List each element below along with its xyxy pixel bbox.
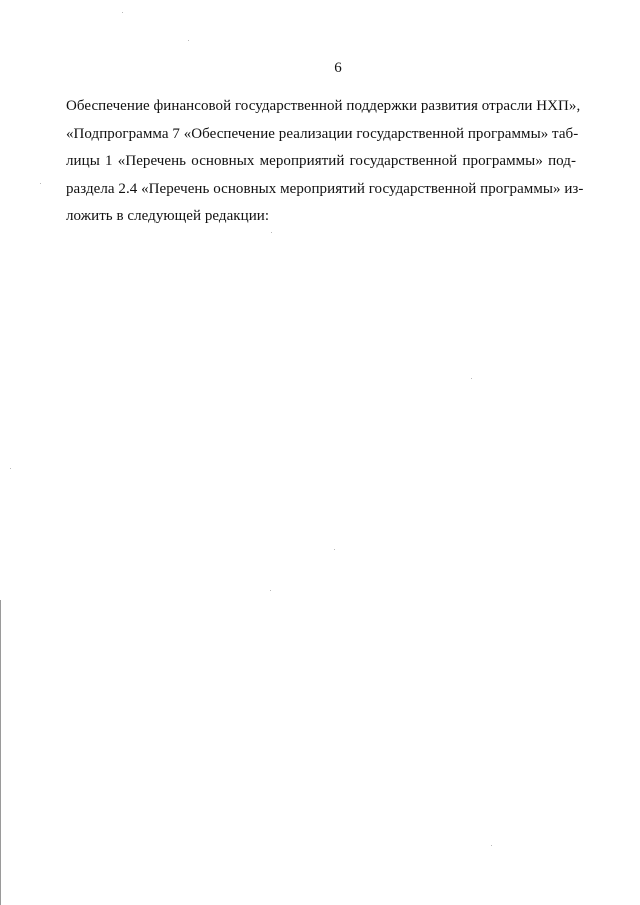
page-number: 6 [334, 60, 342, 76]
paragraph-line-2: «Подпрограмма 7 «Обеспечение реализации государственной программы» таб- [66, 125, 579, 142]
scan-speck [10, 468, 11, 469]
scan-speck [471, 378, 472, 379]
scan-edge-mark [0, 600, 1, 905]
scan-speck [270, 590, 271, 591]
scan-speck [271, 232, 272, 233]
scan-speck [188, 40, 189, 41]
paragraph-line-3: лицы 1 «Перечень основных мероприятий государственной программы» под- [66, 153, 576, 169]
scan-speck [334, 549, 335, 550]
scan-speck [491, 845, 492, 846]
scan-speck [40, 183, 41, 184]
paragraph-line-5: ложить в следующей редакции: [66, 208, 270, 224]
paragraph-line-4: раздела 2.4 «Перечень основных мероприятий государственной программы» из- [66, 180, 584, 197]
scan-speck [122, 12, 123, 13]
body-paragraph [66, 93, 584, 231]
paragraph-line-1: Обеспечение финансовой государственной поддержки развития отрасли НХП», [66, 98, 581, 114]
